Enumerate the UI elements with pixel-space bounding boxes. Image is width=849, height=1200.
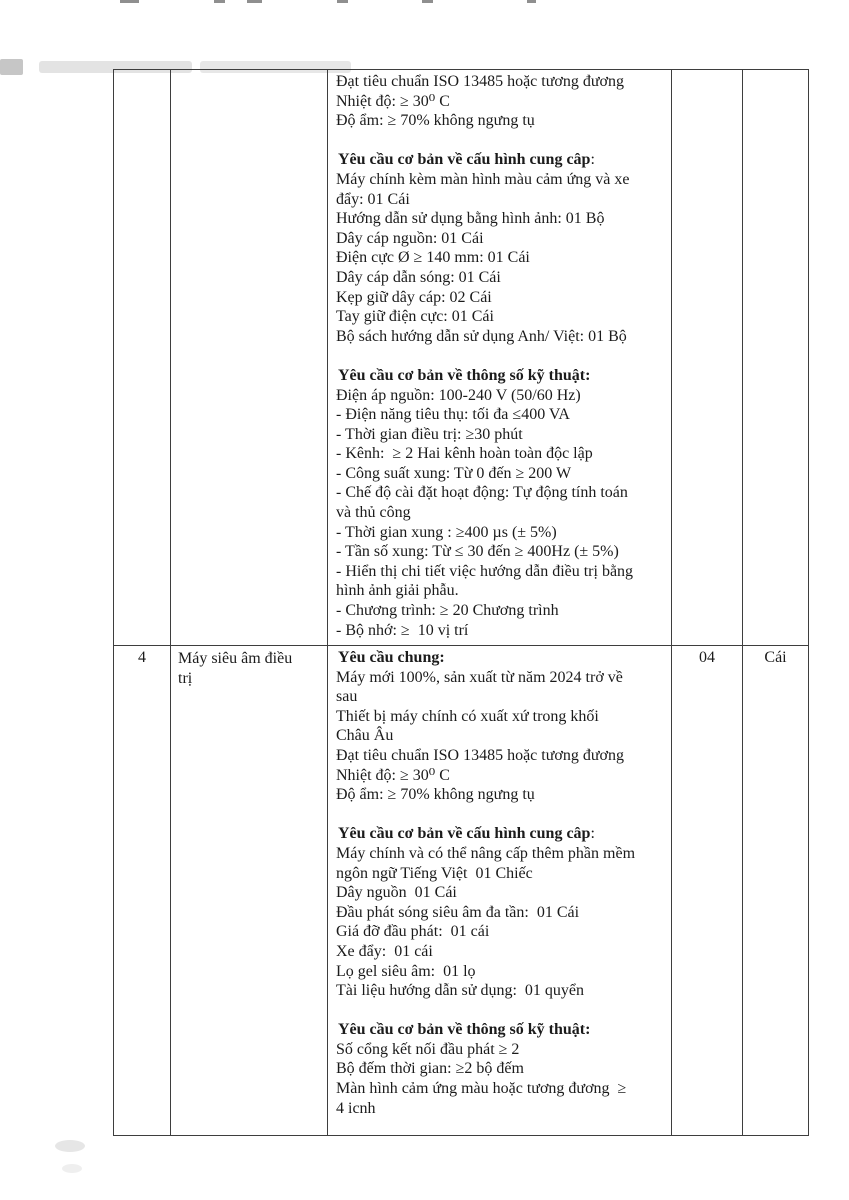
spec-line: Châu Âu: [336, 727, 394, 745]
spec-line: Đạt tiêu chuẩn ISO 13485 hoặc tương đương: [336, 746, 624, 764]
cell-item-name: [171, 70, 328, 646]
spec-line: - Chương trình: ≥ 20 Chương trình: [336, 602, 559, 620]
scan-artifact: [337, 0, 348, 3]
spec-line: Tài liệu hướng dẫn sử dụng: 01 quyển: [336, 982, 584, 1000]
spec-line: Yêu cầu cơ bản về thông số kỹ thuật:: [338, 366, 591, 384]
spec-line: Bộ sách hướng dẫn sử dụng Anh/ Việt: 01 Bộ: [336, 327, 627, 345]
spec-line: Độ ẩm: ≥ 70% không ngưng tụ: [336, 786, 535, 804]
spec-line: [336, 346, 669, 366]
spec-line: - Bộ nhớ: ≥ 10 vị trí: [336, 621, 469, 639]
spec-line: Đạt tiêu chuẩn ISO 13485 hoặc tương đương: [336, 73, 624, 90]
cell-quantity: [672, 70, 743, 646]
cell-stt: 4: [114, 646, 171, 1136]
spec-line: Nhiệt độ: ≥ 30⁰ C: [336, 766, 450, 784]
spec-line: Yêu cầu cơ bản về thông số kỹ thuật:: [338, 1021, 591, 1039]
spec-line: đẩy: 01 Cái: [336, 190, 410, 208]
spec-line: Máy mới 100%, sản xuất từ năm 2024 trở về: [336, 668, 623, 686]
spec-lines: [328, 646, 671, 1118]
scan-artifact: [527, 0, 536, 3]
spec-line: - Chế độ cài đặt hoạt động: Tự động tính toán: [336, 484, 628, 502]
spec-line: - Điện năng tiêu thụ: tối đa ≤400 VA: [336, 406, 570, 424]
spec-line: và thủ công: [336, 504, 411, 522]
spec-line: Màn hình cảm ứng màu hoặc tương đương ≥: [336, 1080, 627, 1098]
scan-artifact: [247, 0, 262, 3]
spec-line: [336, 1001, 669, 1021]
spec-line: Kẹp giữ dây cáp: 02 Cái: [336, 288, 492, 306]
cell-unit: Cái: [743, 646, 809, 1136]
spec-line: Máy chính kèm màn hình màu cảm ứng và xe: [336, 170, 630, 188]
spec-lines: [328, 70, 671, 640]
spec-line: Yêu cầu cơ bản về cấu hình cung câp:: [338, 151, 595, 169]
spec-line: Dây cáp dẫn sóng: 01 Cái: [336, 268, 501, 286]
spec-line: Độ ẩm: ≥ 70% không ngưng tụ: [336, 112, 535, 130]
cell-specifications: [328, 646, 672, 1136]
spec-line: - Kênh: ≥ 2 Hai kênh hoàn toàn độc lập: [336, 445, 593, 463]
scan-artifact: [422, 0, 433, 3]
table-row-item3-continuation: [114, 70, 809, 646]
spec-line: Lọ gel siêu âm: 01 lọ: [336, 962, 476, 980]
scan-artifact: [214, 0, 225, 3]
spec-line: Giá đỡ đầu phát: 01 cái: [336, 923, 490, 941]
cell-stt: [114, 70, 171, 646]
item-name-text: Máy siêu âm điều trị: [178, 650, 293, 687]
spec-line: Dây cáp nguồn: 01 Cái: [336, 229, 484, 247]
spec-line: sau: [336, 688, 358, 706]
spec-line: Nhiệt độ: ≥ 30⁰ C: [336, 92, 450, 110]
spec-line: Xe đẩy: 01 cái: [336, 942, 433, 960]
scan-artifact: [55, 1140, 85, 1152]
spec-line: 4 icnh: [336, 1099, 376, 1117]
spec-line: Yêu cầu cơ bản về cấu hình cung câp:: [338, 825, 595, 843]
spec-line: - Thời gian xung : ≥400 µs (± 5%): [336, 523, 557, 541]
cell-unit: [743, 70, 809, 646]
spec-line: [336, 131, 669, 151]
spec-line: Dây nguồn 01 Cái: [336, 884, 457, 902]
spec-line: Hướng dẫn sử dụng bằng hình ảnh: 01 Bộ: [336, 210, 605, 228]
cell-quantity: 04: [672, 646, 743, 1136]
spec-line: - Hiển thị chi tiết việc hướng dẫn điều trị bằng: [336, 562, 634, 580]
scan-artifact: [120, 0, 139, 3]
spec-line: ngôn ngữ Tiếng Việt 01 Chiếc: [336, 864, 533, 882]
spec-line: Đầu phát sóng siêu âm đa tần: 01 Cái: [336, 903, 580, 921]
scan-artifact: [62, 1164, 82, 1173]
spec-line: hình ảnh giải phẫu.: [336, 582, 459, 600]
spec-line: [336, 805, 669, 825]
spec-line: Máy chính và có thể nâng cấp thêm phần mềm: [336, 844, 636, 862]
spec-line: Tay giữ điện cực: 01 Cái: [336, 308, 494, 326]
spec-line: Số cổng kết nối đầu phát ≥ 2: [336, 1040, 520, 1058]
spec-line: Thiết bị máy chính có xuất xứ trong khối: [336, 707, 599, 725]
spec-line: Bộ đếm thời gian: ≥2 bộ đếm: [336, 1060, 524, 1078]
spec-line: - Thời gian điều trị: ≥30 phút: [336, 425, 523, 443]
scan-artifact: [0, 59, 23, 75]
spec-line: - Tần số xung: Từ ≤ 30 đến ≥ 400Hz (± 5%): [336, 543, 619, 561]
spec-line: Yêu cầu chung:: [338, 649, 445, 666]
spec-line: Điện cực Ø ≥ 140 mm: 01 Cái: [336, 249, 530, 267]
spec-line: Điện áp nguồn: 100-240 V (50/60 Hz): [336, 386, 581, 404]
cell-specifications: [328, 70, 672, 646]
cell-item-name: [171, 646, 328, 1136]
table-row-item4: [114, 646, 809, 1136]
spec-line: - Công suất xung: Từ 0 đến ≥ 200 W: [336, 464, 572, 482]
equipment-spec-table: [113, 69, 809, 1136]
